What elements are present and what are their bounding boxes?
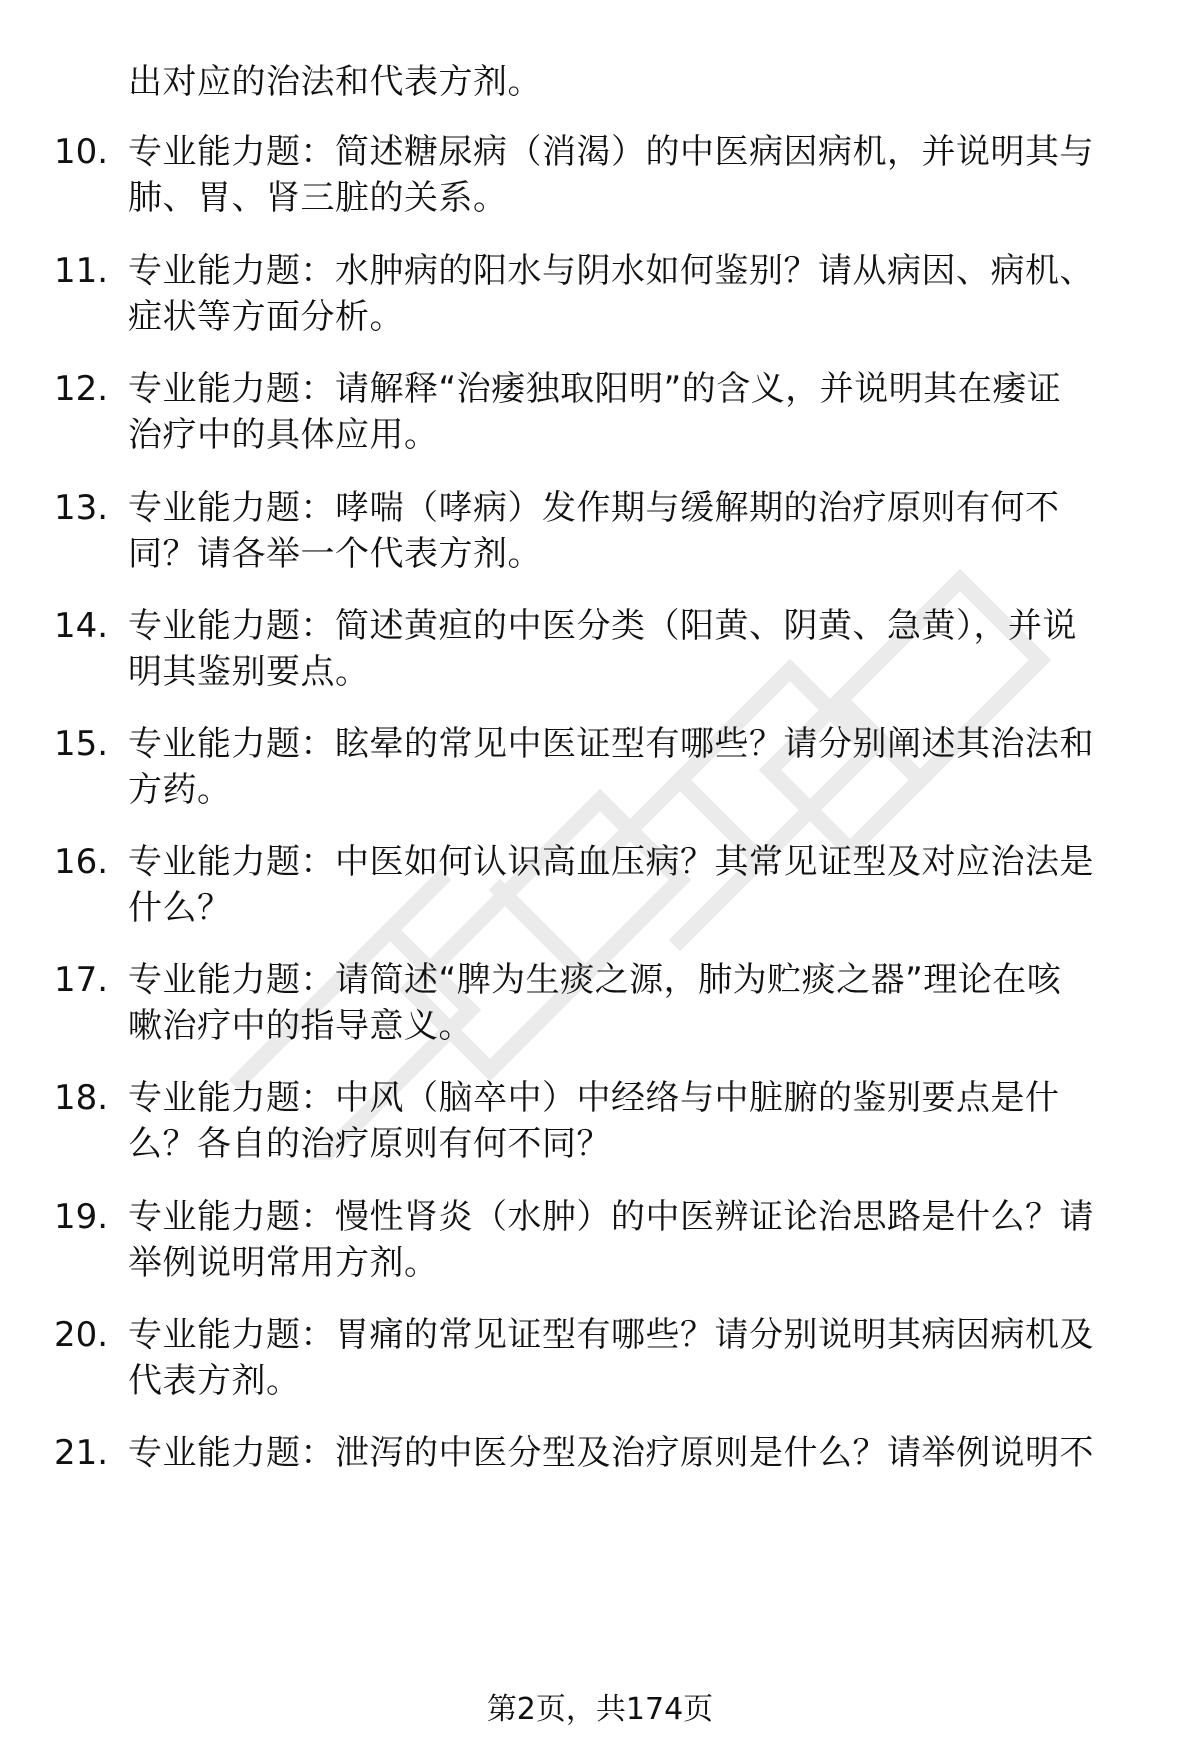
item-line-2: 方药。 xyxy=(128,770,232,810)
item-line-1: 专业能力题：哮喘（哮病）发作期与缓解期的治疗原则有何不 xyxy=(128,488,1060,528)
item-line-2: 嗽治疗中的指导意义。 xyxy=(128,1006,473,1046)
item-number: 12. xyxy=(54,369,109,409)
item-line-2: 同？请各举一个代表方剂。 xyxy=(128,534,542,574)
item-number: 14. xyxy=(54,606,109,646)
item-number: 16. xyxy=(54,842,109,882)
item-line-2: 什么？ xyxy=(128,888,232,928)
item-line-2: 症状等方面分析。 xyxy=(128,297,404,337)
item-number: 19. xyxy=(54,1197,109,1237)
item-number: 15. xyxy=(54,724,109,764)
item-line-2: 明其鉴别要点。 xyxy=(128,652,370,692)
item-line-1: 专业能力题：中医如何认识高血压病？其常见证型及对应治法是 xyxy=(128,842,1094,882)
item-line-2: 代表方剂。 xyxy=(128,1361,301,1401)
item-number: 21. xyxy=(54,1433,109,1473)
page-footer: 第2页，共174页 xyxy=(486,1692,714,1727)
item-line-1: 专业能力题：眩晕的常见中医证型有哪些？请分别阐述其治法和 xyxy=(128,724,1094,764)
item-line-1: 专业能力题：请简述“脾为生痰之源，肺为贮痰之器”理论在咳 xyxy=(128,960,1062,1000)
item-line-1: 专业能力题：中风（脑卒中）中经络与中脏腑的鉴别要点是什 xyxy=(128,1078,1060,1118)
item-line-1: 专业能力题：慢性肾炎（水肿）的中医辨证论治思路是什么？请 xyxy=(128,1197,1094,1237)
item-number: 10. xyxy=(54,132,109,172)
item-number: 17. xyxy=(54,960,109,1000)
item-line-2: 肺、胃、肾三脏的关系。 xyxy=(128,178,508,218)
item-number: 20. xyxy=(54,1315,109,1355)
item-line-1: 专业能力题：泄泻的中医分型及治疗原则是什么？请举例说明不 xyxy=(128,1433,1094,1473)
item-number: 18. xyxy=(54,1078,109,1118)
item-line-2: 举例说明常用方剂。 xyxy=(128,1243,439,1283)
item-number: 13. xyxy=(54,488,109,528)
item-line-1: 专业能力题：简述糖尿病（消渴）的中医病因病机，并说明其与 xyxy=(128,132,1094,172)
item-line-1: 专业能力题：简述黄疸的中医分类（阳黄、阴黄、急黄），并说 xyxy=(128,606,1077,646)
item-line-2: 治疗中的具体应用。 xyxy=(128,415,439,455)
item-line-1: 专业能力题：胃痛的常见证型有哪些？请分别说明其病因病机及 xyxy=(128,1315,1094,1355)
item-line-1: 专业能力题：请解释“治痿独取阳明”的含义，并说明其在痿证 xyxy=(128,369,1062,409)
item-number: 11. xyxy=(54,251,109,291)
item-line-2: 么？各自的治疗原则有何不同？ xyxy=(128,1124,611,1164)
item-line-1: 专业能力题：水肿病的阳水与阴水如何鉴别？请从病因、病机、 xyxy=(128,251,1094,291)
intro-tail-text: 出对应的治法和代表方剂。 xyxy=(128,62,542,102)
